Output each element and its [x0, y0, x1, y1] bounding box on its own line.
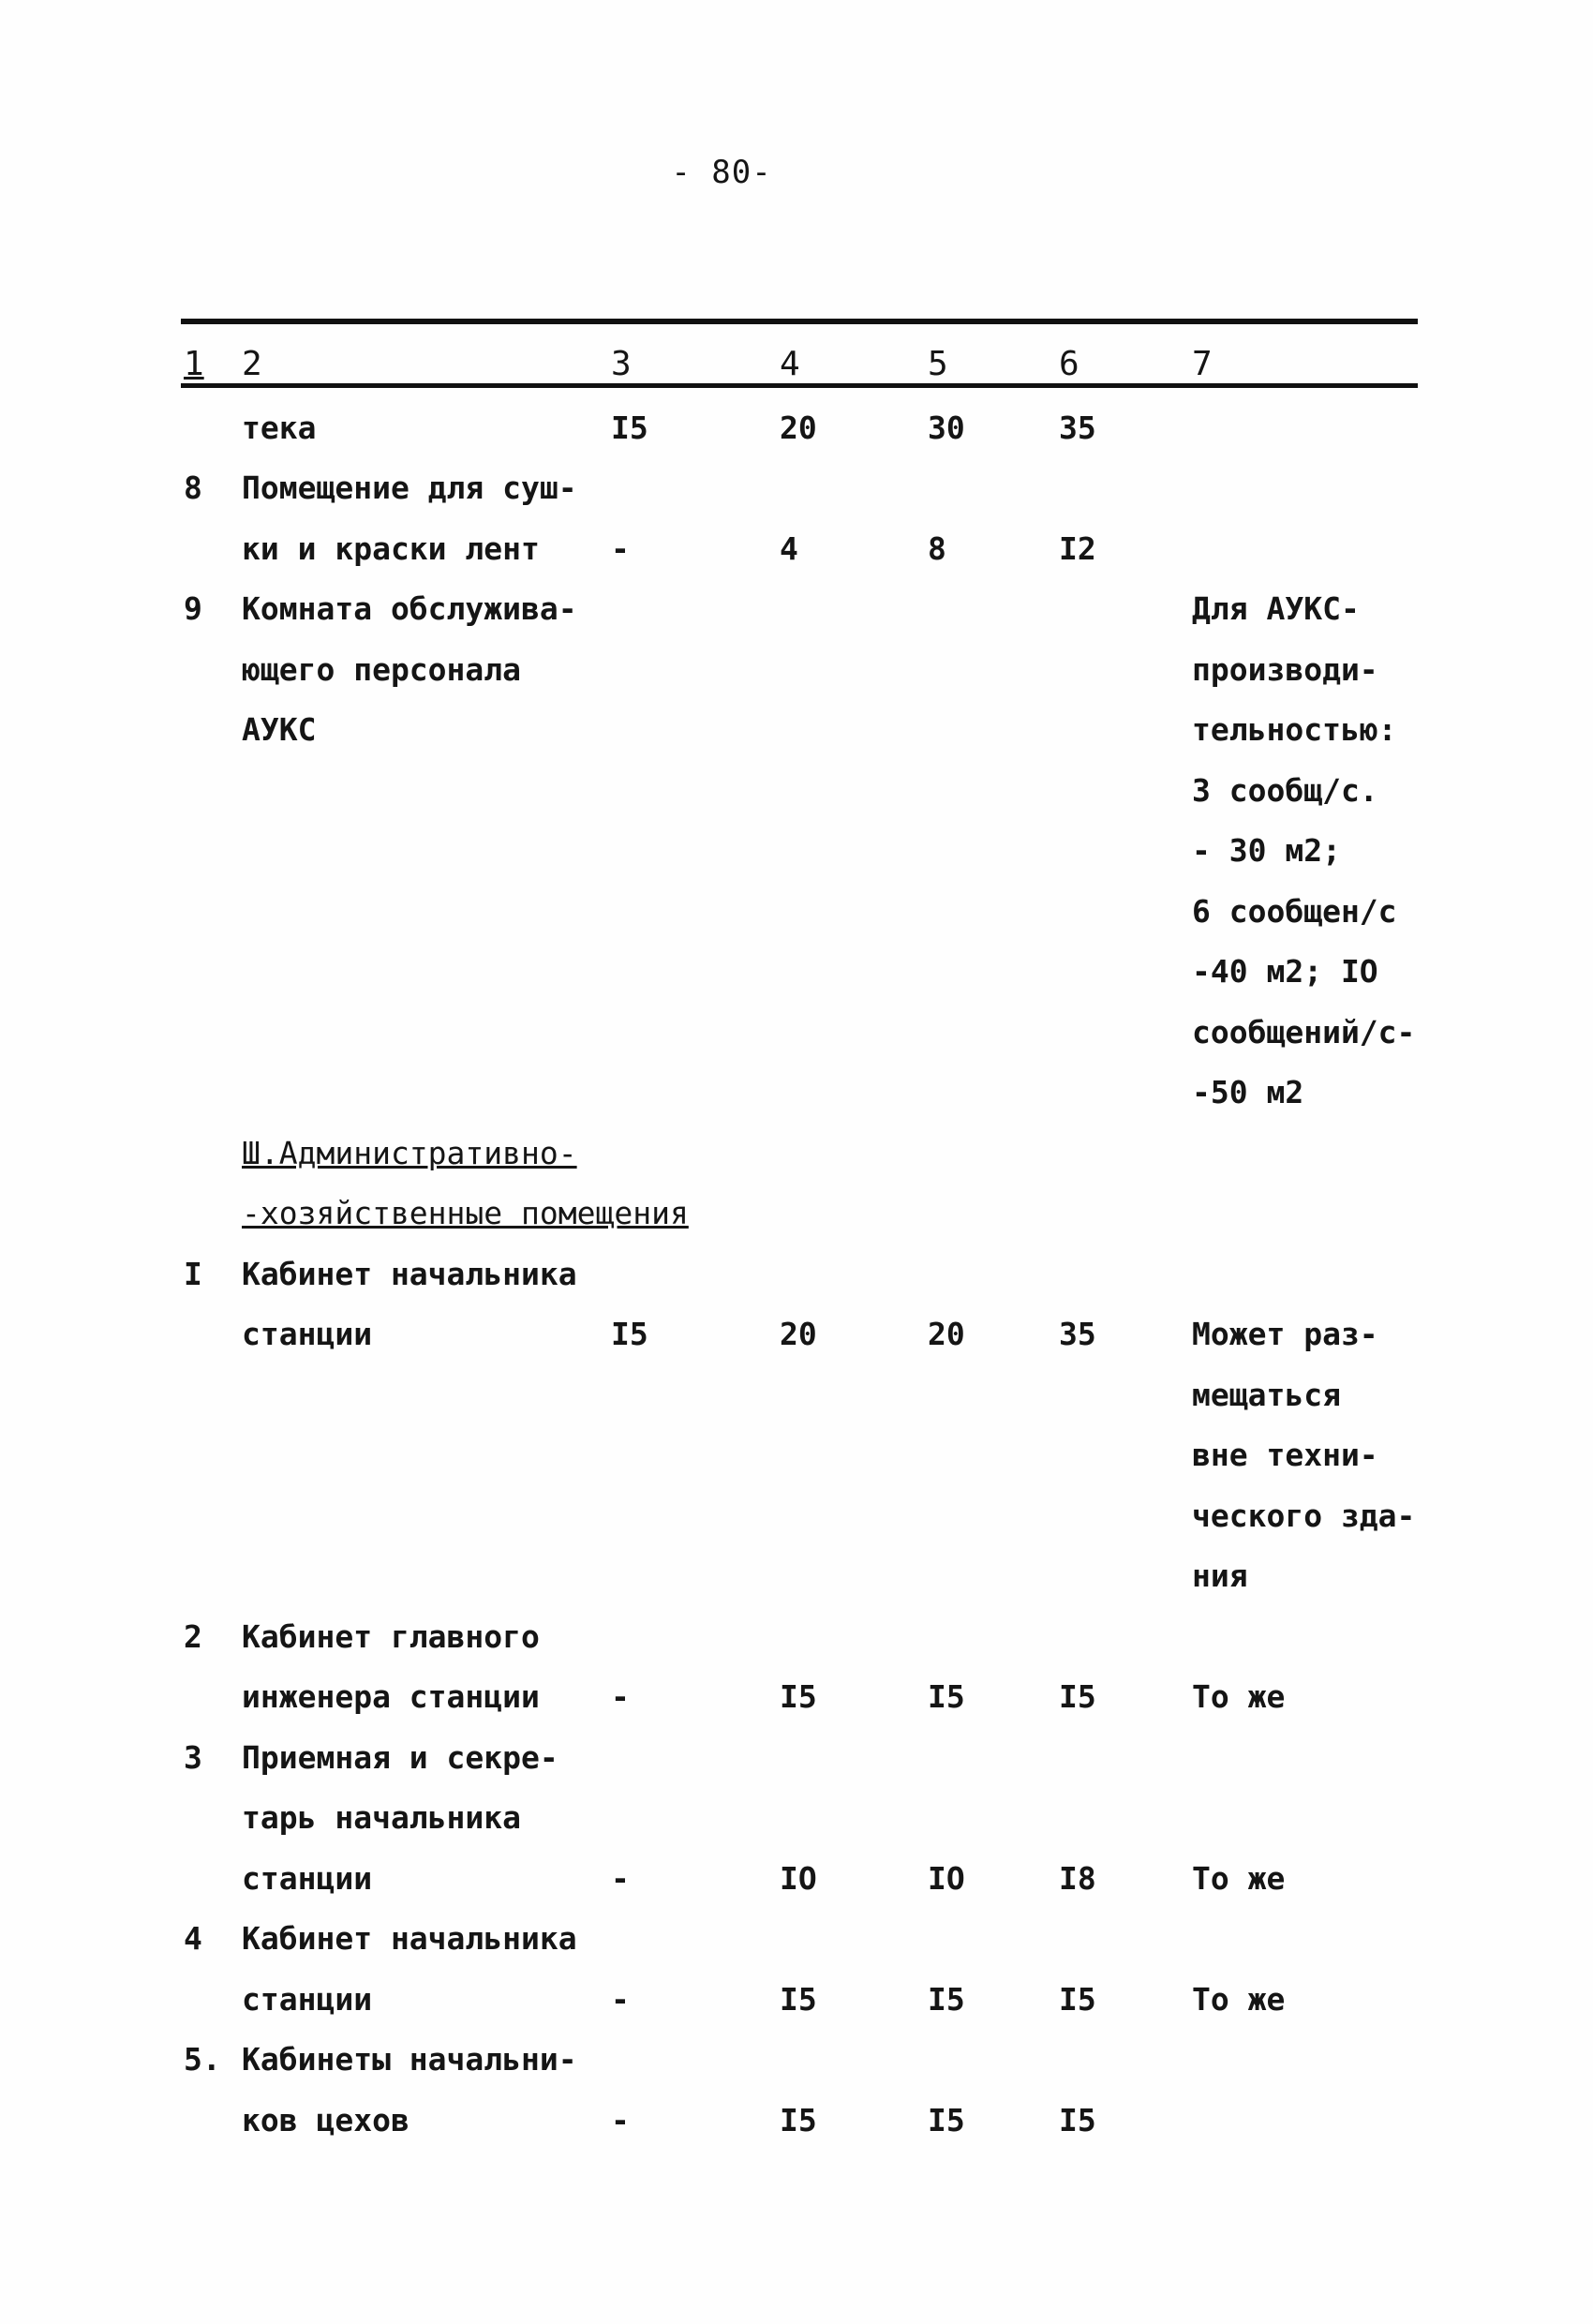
col-5-value: [928, 1123, 1059, 1184]
table-row: [184, 1425, 1421, 1486]
row-name: -хозяйственные помещения: [242, 1195, 689, 1232]
col-5-value: IO: [928, 1859, 965, 1897]
row-note: То же: [1192, 1980, 1286, 2018]
col-3-value: [611, 881, 780, 942]
col-6-value: [1059, 1546, 1192, 1607]
row-number: [184, 1063, 242, 1124]
col-5-value: [928, 2030, 1059, 2091]
col-6-value: [1059, 1909, 1192, 1970]
col-6-value: [1059, 942, 1192, 1003]
row-note: тельностью:: [1192, 711, 1397, 749]
col-5-value: [928, 458, 1059, 519]
row-note: [1192, 518, 1421, 579]
row-name: тека: [242, 409, 317, 446]
row-name: Кабинет начальника: [242, 1255, 577, 1292]
col-4-value: [780, 639, 928, 700]
table-row: [184, 1788, 1421, 1849]
col-3-value: [611, 579, 780, 640]
col-5-value: [928, 821, 1059, 882]
row-number: [184, 942, 242, 1003]
row-number: [184, 1485, 242, 1546]
row-number: [184, 821, 242, 882]
table-row: [184, 1244, 1421, 1304]
table-row: [184, 942, 1421, 1003]
row-note: производи-: [1192, 650, 1378, 688]
col-6-value: [1059, 700, 1192, 761]
table-row: [184, 1304, 1421, 1365]
col-3-value: [611, 2030, 780, 2091]
col-6-value: [1059, 579, 1192, 640]
row-number: 5.: [184, 2041, 221, 2078]
table-row: [184, 639, 1421, 700]
row-number: [184, 881, 242, 942]
col-3-value: [611, 760, 780, 821]
row-name: АУКС: [242, 711, 317, 749]
col-4-value: I5: [780, 1980, 817, 2018]
row-number: [184, 1304, 242, 1365]
col-6-value: [1059, 1606, 1192, 1667]
col-5-value: [928, 1606, 1059, 1667]
col-3-value: [611, 1425, 780, 1486]
row-number: [184, 1425, 242, 1486]
col-6-value: [1059, 1063, 1192, 1124]
row-name: станции: [242, 1316, 373, 1353]
col-3-value: -: [611, 1980, 630, 2018]
col-6-value: [1059, 1244, 1192, 1304]
col-5-value: 8: [928, 529, 946, 567]
row-number: [184, 700, 242, 761]
col-6-value: [1059, 458, 1192, 519]
col-4-value: I5: [780, 2101, 817, 2138]
table-row: [184, 1969, 1421, 2030]
col-6-value: [1059, 2030, 1192, 2091]
row-note: [1192, 1123, 1421, 1184]
col-4-value: [780, 1485, 928, 1546]
table-row: [184, 579, 1421, 640]
col-4-value: [780, 760, 928, 821]
col-5-value: [928, 1425, 1059, 1486]
row-name: [242, 1425, 611, 1486]
table-row: [184, 1667, 1421, 1728]
row-note: мещаться: [1192, 1376, 1341, 1413]
col-4-value: [780, 821, 928, 882]
row-name: Кабинет главного: [242, 1617, 540, 1655]
row-number: [184, 397, 242, 458]
col-6-value: 35: [1059, 1316, 1096, 1353]
row-note: Может раз-: [1192, 1316, 1378, 1353]
col-3-value: [611, 458, 780, 519]
row-note: [1192, 397, 1421, 458]
row-note: 3 сообщ/с.: [1192, 771, 1378, 809]
col-3-value: [611, 700, 780, 761]
row-note: То же: [1192, 1678, 1286, 1716]
row-note: То же: [1192, 1859, 1286, 1897]
col-4-value: [780, 1063, 928, 1124]
table-row: [184, 1364, 1421, 1425]
row-name: ющего персонала: [242, 650, 522, 688]
row-name: станции: [242, 1859, 373, 1897]
header-col-6: 6: [1059, 345, 1079, 383]
page-number: - 80-: [671, 154, 772, 191]
row-name: [242, 821, 611, 882]
row-number: [184, 1002, 242, 1063]
row-note: [1192, 458, 1421, 519]
table-row: [184, 1848, 1421, 1909]
col-4-value: 4: [780, 529, 798, 567]
row-name: Кабинет начальника: [242, 1920, 577, 1958]
col-5-value: [928, 760, 1059, 821]
table-row: [184, 760, 1421, 821]
col-4-value: [780, 1788, 928, 1849]
row-name: Ш.Административно-: [242, 1134, 577, 1171]
col-4-value: 20: [780, 409, 817, 446]
row-note: ния: [1192, 1557, 1248, 1595]
col-5-value: [928, 1485, 1059, 1546]
col-6-value: 35: [1059, 409, 1096, 446]
col-4-value: [780, 1184, 928, 1244]
col-4-value: IO: [780, 1859, 817, 1897]
table-row: [184, 1002, 1421, 1063]
col-4-value: [780, 1002, 928, 1063]
col-5-value: [928, 942, 1059, 1003]
row-note: -40 м2; IO: [1192, 953, 1378, 991]
col-4-value: [780, 1425, 928, 1486]
row-number: 4: [184, 1920, 202, 1958]
row-note: сообщений/с-: [1192, 1013, 1416, 1050]
row-name: [242, 881, 611, 942]
col-5-value: I5: [928, 2101, 965, 2138]
col-6-value: I5: [1059, 1678, 1096, 1716]
row-name: инженера станции: [242, 1678, 540, 1716]
table-row: [184, 1909, 1421, 1970]
col-5-value: [928, 579, 1059, 640]
table-row: [184, 397, 1421, 458]
row-number: [184, 1184, 242, 1244]
header-col-7: 7: [1192, 345, 1213, 383]
col-5-value: [928, 1002, 1059, 1063]
row-name: ки и краски лент: [242, 529, 540, 567]
col-3-value: [611, 1788, 780, 1849]
col-5-value: [928, 1788, 1059, 1849]
col-4-value: [780, 1606, 928, 1667]
col-5-value: I5: [928, 1678, 965, 1716]
col-3-value: [611, 1546, 780, 1607]
col-6-value: I8: [1059, 1859, 1096, 1897]
col-3-value: I5: [611, 1316, 648, 1353]
col-3-value: [611, 821, 780, 882]
row-number: [184, 1969, 242, 2030]
row-name: [242, 1063, 611, 1124]
row-number: I: [184, 1255, 202, 1292]
col-4-value: [780, 700, 928, 761]
col-5-value: [928, 700, 1059, 761]
row-number: [184, 639, 242, 700]
col-3-value: -: [611, 2101, 630, 2138]
col-6-value: I2: [1059, 529, 1096, 567]
row-name: [242, 1002, 611, 1063]
col-5-value: [928, 1244, 1059, 1304]
col-3-value: [611, 1002, 780, 1063]
col-4-value: [780, 2030, 928, 2091]
row-number: 2: [184, 1617, 202, 1655]
row-note: [1192, 2090, 1421, 2151]
col-5-value: [928, 1727, 1059, 1788]
table-row: [184, 700, 1421, 761]
row-name: [242, 1364, 611, 1425]
row-name: Помещение для суш-: [242, 469, 577, 507]
row-note: Для АУКС-: [1192, 590, 1360, 628]
row-number: [184, 518, 242, 579]
row-note: - 30 м2;: [1192, 832, 1341, 870]
row-name: [242, 1485, 611, 1546]
header-bottom-rule: [181, 383, 1418, 388]
table-row: [184, 2090, 1421, 2151]
row-number: [184, 1788, 242, 1849]
col-6-value: [1059, 821, 1192, 882]
col-3-value: -: [611, 1859, 630, 1897]
row-name: [242, 1546, 611, 1607]
table-row: [184, 1546, 1421, 1607]
col-4-value: [780, 458, 928, 519]
col-4-value: I5: [780, 1678, 817, 1716]
col-4-value: 20: [780, 1316, 817, 1353]
premises-table-body: [184, 397, 1421, 2151]
row-name: станции: [242, 1980, 373, 2018]
col-4-value: [780, 579, 928, 640]
table-row: [184, 1606, 1421, 1667]
row-number: [184, 760, 242, 821]
col-3-value: [611, 1244, 780, 1304]
table-row: [184, 1485, 1421, 1546]
col-5-value: 30: [928, 409, 965, 446]
col-3-value: I5: [611, 409, 648, 446]
col-4-value: [780, 881, 928, 942]
col-4-value: [780, 942, 928, 1003]
col-6-value: [1059, 1788, 1192, 1849]
row-note: [1192, 1184, 1421, 1244]
col-6-value: [1059, 881, 1192, 942]
row-note: [1192, 1244, 1421, 1304]
col-6-value: [1059, 1727, 1192, 1788]
col-3-value: [611, 1123, 780, 1184]
col-6-value: I5: [1059, 1980, 1096, 2018]
col-4-value: [780, 1123, 928, 1184]
col-6-value: [1059, 639, 1192, 700]
table-row: [184, 881, 1421, 942]
col-3-value: -: [611, 1678, 630, 1716]
col-5-value: I5: [928, 1980, 965, 2018]
col-3-value: [611, 1727, 780, 1788]
header-col-4: 4: [780, 345, 800, 383]
row-name: ков цехов: [242, 2101, 409, 2138]
row-note: [1192, 2030, 1421, 2091]
table-row: [184, 458, 1421, 519]
row-number: [184, 1123, 242, 1184]
col-6-value: [1059, 1364, 1192, 1425]
row-name: тарь начальника: [242, 1799, 522, 1837]
header-col-5: 5: [928, 345, 948, 383]
row-note: ческого зда-: [1192, 1497, 1416, 1534]
table-top-rule: [181, 319, 1418, 324]
row-note: [1192, 1909, 1421, 1970]
row-number: 9: [184, 590, 202, 628]
row-note: [1192, 1788, 1421, 1849]
col-4-value: [780, 1727, 928, 1788]
col-6-value: [1059, 1123, 1192, 1184]
col-5-value: [928, 1063, 1059, 1124]
col-6-value: I5: [1059, 2101, 1096, 2138]
col-6-value: [1059, 1485, 1192, 1546]
row-name: [242, 760, 611, 821]
row-note: [1192, 1727, 1421, 1788]
row-number: 8: [184, 469, 202, 507]
row-name: Приемная и секре-: [242, 1738, 558, 1776]
col-3-value: [611, 1485, 780, 1546]
col-3-value: [611, 1909, 780, 1970]
col-4-value: [780, 1244, 928, 1304]
col-3-value: [611, 942, 780, 1003]
row-note: [1192, 1606, 1421, 1667]
col-5-value: 20: [928, 1316, 965, 1353]
table-row: [184, 1727, 1421, 1788]
table-row: [184, 2030, 1421, 2091]
col-3-value: [611, 1364, 780, 1425]
row-number: [184, 1364, 242, 1425]
col-5-value: [928, 1546, 1059, 1607]
table-row: [184, 518, 1421, 579]
header-col-3: 3: [611, 345, 632, 383]
col-6-value: [1059, 760, 1192, 821]
col-3-value: [611, 1063, 780, 1124]
col-6-value: [1059, 1184, 1192, 1244]
row-name: Комната обслужива-: [242, 590, 577, 628]
row-name: Кабинеты начальни-: [242, 2041, 577, 2078]
table-row: [184, 1063, 1421, 1124]
col-6-value: [1059, 1002, 1192, 1063]
col-6-value: [1059, 1425, 1192, 1486]
col-5-value: [928, 1909, 1059, 1970]
col-3-value: -: [611, 529, 630, 567]
table-row: [184, 1123, 1421, 1184]
row-number: [184, 1667, 242, 1728]
row-number: 3: [184, 1738, 202, 1776]
col-5-value: [928, 881, 1059, 942]
table-header-row: [0, 345, 1593, 382]
header-col-1: 1: [184, 345, 204, 383]
row-note: 6 сообщен/с: [1192, 892, 1397, 930]
row-number: [184, 2090, 242, 2151]
header-col-2: 2: [242, 345, 262, 383]
row-number: [184, 1848, 242, 1909]
premises-table: [184, 397, 1421, 2151]
row-number: [184, 1546, 242, 1607]
col-3-value: [611, 1606, 780, 1667]
col-5-value: [928, 639, 1059, 700]
table-row: [184, 1184, 1421, 1244]
row-note: -50 м2: [1192, 1074, 1304, 1111]
table-row: [184, 821, 1421, 882]
col-4-value: [780, 1909, 928, 1970]
col-5-value: [928, 1184, 1059, 1244]
col-5-value: [928, 1364, 1059, 1425]
row-note: вне техни-: [1192, 1437, 1378, 1474]
col-4-value: [780, 1546, 928, 1607]
col-4-value: [780, 1364, 928, 1425]
col-3-value: [611, 639, 780, 700]
row-name: [242, 942, 611, 1003]
